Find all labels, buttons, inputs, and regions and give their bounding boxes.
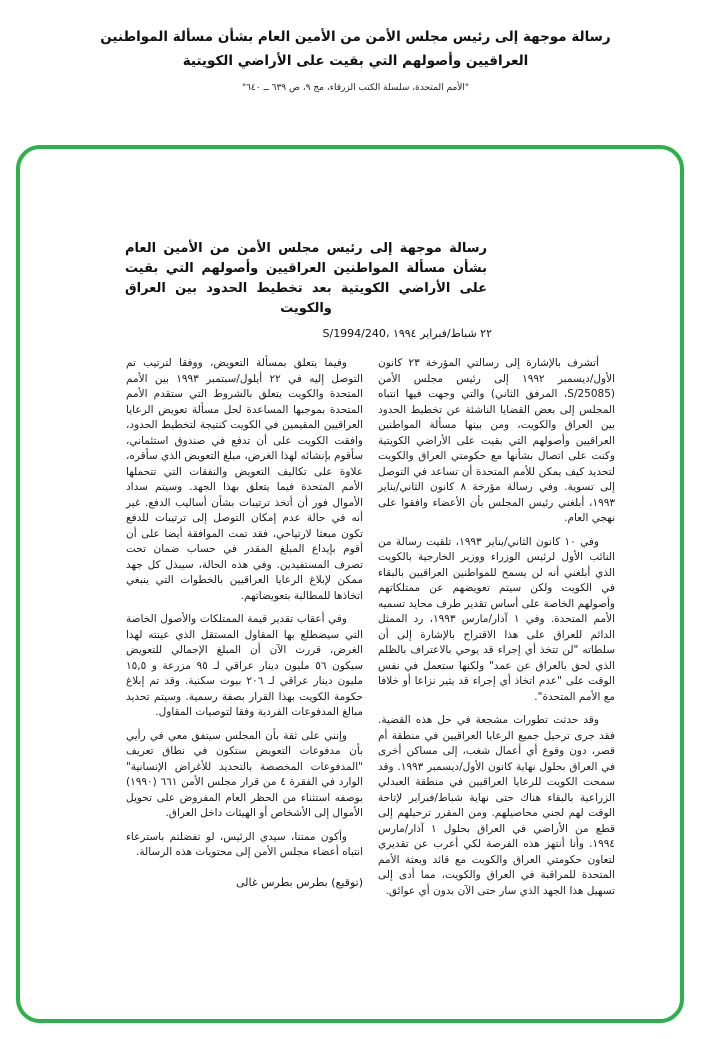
document [20,149,680,907]
paragraph: وفي أعقاب تقدير قيمة الممتلكات والأصول الخاصة التي سيضطلع بها المقاول المستقل الذي عينته لهذا الغرض، قررت الآن أن المبلغ الإجمالي للتعويض سيكون ٥٦ مليون دينار عراقي لـ ٩٥ مزرعة و ١٥,٥ مليون دينار عراقي لـ ٢٠٦ بيوت سكنية. وقد تم إبلاغ حكومة الكويت بهذا القرار بصفة رسمية. وسيتم تحديد مبالغ المدفوعات الفردية وفقا لتوصيات المقاول. [126,613,363,718]
paragraph: وقد حدثت تطورات مشجعة في حل هذه القضية. فقد جرى ترحيل جميع الرعايا العراقيين في منطقة أم قصر، دون وقوع أي أعمال شغب، إلى مساكن أخرى في العراق بحلول نهاية كانون الأول/ديسمبر ١٩٩٣. وقد سمحت الكويت للرعايا العراقيين في منطقة العبدلي الزراعية بالبقاء هناك حتى نهاية شباط/فبراير لإتاحة الوقت لهم لجني محاصيلهم. ومن المقرر ترحيلهم إلى قطع من الأراضي في العراق بحلول ١ آذار/مارس ١٩٩٤. وأنا أنتهز هذه الفرصة لكي أعرب عن تقديري لتعاون حكومتي العراق والكويت مع قائد وبعثة الأمم المتحدة للمراقبة في العراق والكويت، مما أدى إلى تسهيل هذا الجهد الذي سار حتى الآن بدون أي عوائق. [378,714,616,897]
paragraph: وفي ١٠ كانون الثاني/يناير ١٩٩٣، تلقيت رسالة من النائب الأول لرئيس الوزراء ووزير الخارجية بالكويت الذي أبلغني أنه لن يسمح للمواطنين العراقيين بالبقاء في الكويت ولكن سيتم تعويضهم عن ممتلكاتهم وأصولهم الخاصة على أساس تقدير طرف محايد تسميه الأمم المتحدة. وفي ١ آذار/مارس ١٩٩٣، رد الممثل الدائم للعراق على هذا الاقتراح بالإشارة إلى أن سلطاته "لن تتخذ أي إجراء قد يوحي بالاعتراف بالظلم الذي لحق بالعراق عن عمد" ولكنها ستعمل في نفس الوقت على "عدم اتخاذ أي إجراء قد يثير نزاعا أو خلافا مع الأمم المتحدة". [378,535,615,703]
paragraph: أتشرف بالإشارة إلى رسالتي المؤرخة ٢٣ كانون الأول/ديسمبر ١٩٩٢ إلى رئيس مجلس الأمن (S/25085، المرفق الثاني) والتي وجهت فيها انتباه المجلس إلى بعض القضايا الناشئة عن تخطيط الحدود بين العراق والكويت، ومن بينها مسألة المواطنين العراقيين وأصولهم التي بقيت على الأراضي الكويتية وكنت على اتصال بشأنها مع حكومتي العراق والكويت لتحديد كيف يمكن للأمم المتحدة أن تساعد في التوصل إلى تسوية. وفي رسالة مؤرخة ٨ كانون الثاني/يناير ١٩٩٣، أبلغني رئيس المجلس بأن الأعضاء وافقوا على نهجي العام. [378,357,615,524]
paragraph: وفيما يتعلق بمسألة التعويض، ووفقا لترتيب تم التوصل إليه في ٢٢ أيلول/سبتمبر ١٩٩٣ بين الأمم المتحدة والكويت يتعلق بالشروط التي ستقدم الأمم المتحدة بموجبها المساعدة لحل مسألة تعويض الرعايا العراقيين المقيمين في الكويت كنتيجة لتخطيط الحدود، وافقت الكويت على أن تدفع في صندوق استئماني، سأقوم بإنشائه لهذا الغرض، مبلغ التعويض الذي سأقره، علاوة على تكاليف التعويض والنفقات التي تتحملها الأمم المتحدة فيما يتعلق بهذا الجهد. وسيتم سداد الأموال فور أن أتخذ ترتيبات بشأن أساليب الدفع. غير أنه في حالة عدم إمكان التوصل إلى ترتيبات للدفع تكون مبعثا لارتياحي، فقد تمت الموافقة أيضا على أن أقوم بإيداع المبلغ المقدر في حساب ضمان تحت تصرف المستفيدين. وفي هذه الحالة، سيبذل كل جهد ممكن لإبلاغ الرعايا العراقيين بالخطوات التي ينبغي اتخاذها للمطالبة بتعويضاتهم. [126,357,364,602]
paragraph: وإنني على ثقة بأن المجلس سيتفق معي في رأيي بأن مدفوعات التعويض ستكون في نطاق تعريف "المدفوعات المخصصة بالتحديد للأغراض الإنسانية" الوارد في الفقرة ٤ من قرار مجلس الأمن ٦٦١ (١٩٩٠) بوصفه استثناء من الحظر العام المفروض على تحويل الأموال إلى الأشخاص أو الهيئات داخل العراق. [126,729,363,819]
text-columns [117,356,615,907]
header-title-line2: العراقيين وأصولهم التي بقيت على الأراضي الكويتية [182,53,529,69]
right-column [378,356,615,907]
header-title-line1: رسالة موجهة إلى رئيس مجلس الأمن من الأمين العام بشأن مسألة المواطنين [100,29,611,45]
signature-line: (توقيع) بطرس بطرس غالى [235,875,363,889]
document-frame [16,145,684,1023]
paragraph: وأكون ممتنا، سيدي الرئيس، لو تفضلتم باسترعاء انتباه أعضاء مجلس الأمن إلى محتويات هذه الرسالة. [126,830,363,858]
source-note: "الأمم المتحدة، سلسلة الكتب الزرقاء، مج ٩، ص ٦٣٩ ــ ٦٤٠" [241,83,470,93]
left-column [126,356,363,907]
document-title: رسالة موجهة إلى رئيس مجلس الأمن من الأمين العام بشأن مسألة المواطنين العراقيين وأصولهم التي بقيت على الأراضي الكويتية بعد تخطيط الحدود بين العراق والكويت [125,241,487,316]
page-header [0,0,711,95]
document-reference: S/1994/240، ٢٢ شباط/فبراير ١٩٩٤ [322,327,492,340]
